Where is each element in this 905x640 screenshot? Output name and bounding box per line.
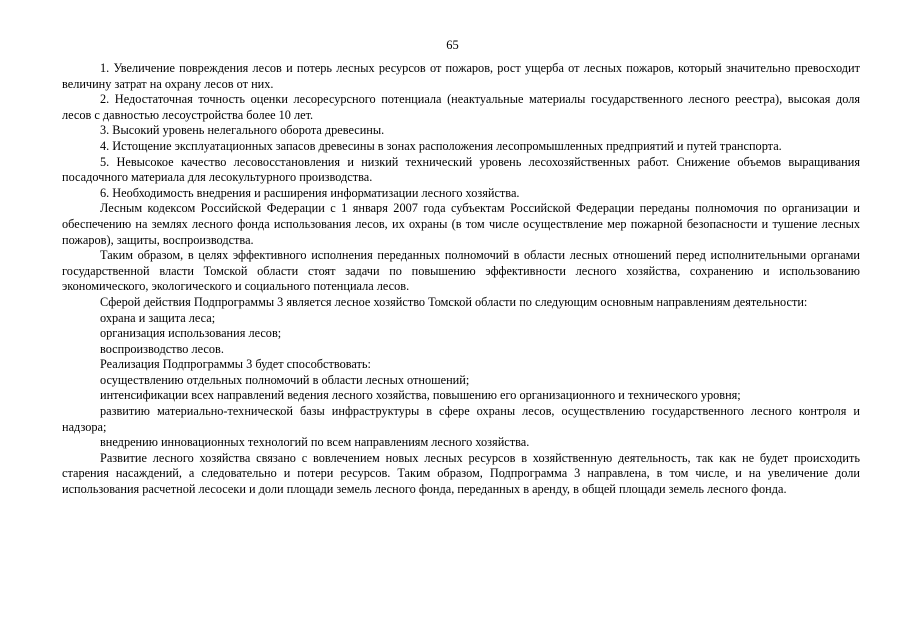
list-item-scope-2: организация использования лесов; — [100, 326, 282, 341]
list-item-scope-1: охрана и защита леса; — [100, 310, 216, 325]
paragraph-problem-6: 6. Необходимость внедрения и расширения информатизации лесного хозяйства. — [100, 185, 520, 200]
paragraph-problem-1: 1. Увеличение повреждения лесов и потерь лесных ресурсов от пожаров, рост ущерба от лесных пожаров, который значительно превосходит величину затрат на охрану лесов от них. — [62, 61, 860, 91]
paragraph-problem-2: 2. Недостаточная точность оценки лесоресурсного потенциала (неактуальные материалы государственного лесного реестра), высокая доля лесов с давностью лесоустройства более 10 лет. — [62, 92, 860, 122]
paragraph-problem-4: 4. Истощение эксплуатационных запасов древесины в зонах расположения лесопромышленных предприятий и путей транспорта. — [100, 138, 782, 153]
list-item-implementation-3: развитию материально-технической базы инфраструктуры в сфере охраны лесов, осуществлению государственного лесного контроля и надзора; — [62, 404, 860, 434]
paragraph-problem-3: 3. Высокий уровень нелегального оборота древесины. — [100, 123, 385, 138]
paragraph-development: Развитие лесного хозяйства связано с вовлечением новых лесных ресурсов в хозяйственную деятельность, так как не будет происходить старения насаждений, а следовательно и потери ресурсов. Таким образом, Подпрограмма 3 направлена, в том числе, и на увеличение доли использования расчетной лесосеки и доли площади земель лесного фонда, переданных в аренду, в общей площади земель лесного фонда. — [62, 450, 860, 497]
paragraph-problem-5: 5. Невысокое качество лесовосстановления и низкий технический уровень лесохозяйственных работ. Снижение объемов выращивания посадочного материала для лесокультурного производства. — [62, 154, 860, 185]
paragraph-tasks: Таким образом, в целях эффективного исполнения переданных полномочий в области лесных отношений перед исполнительными органами государственной власти Томской области стоят задачи по повышению эффективности лесного хозяйства, сохранению и использованию экономического, экологического и социального потенциала лесов. — [62, 248, 860, 294]
paragraph-scope: Сферой действия Подпрограммы 3 является лесное хозяйство Томской области по следующим основным направлениям деятельности: — [100, 294, 808, 309]
paragraph-implementation: Реализация Подпрограммы 3 будет способствовать: — [100, 357, 371, 372]
page-number: 65 — [446, 38, 459, 52]
paragraph-forest-code: Лесным кодексом Российской Федерации с 1 января 2007 года субъектам Российской Федерации переданы полномочия по организации и обеспечению на землях лесного фонда использования лесов, их охраны (в том числе осуществление мер пожарной безопасности и тушение лесных пожаров), защиты, воспроизводства. — [62, 201, 860, 247]
list-item-implementation-4: внедрению инновационных технологий по всем направлениям лесного хозяйства. — [100, 435, 530, 450]
document-body — [62, 61, 860, 498]
list-item-implementation-1: осуществлению отдельных полномочий в области лесных отношений; — [100, 372, 470, 387]
list-item-scope-3: воспроизводство лесов. — [100, 341, 224, 356]
list-item-implementation-2: интенсификации всех направлений ведения лесного хозяйства, повышению его организационного и технического уровня; — [100, 388, 741, 403]
